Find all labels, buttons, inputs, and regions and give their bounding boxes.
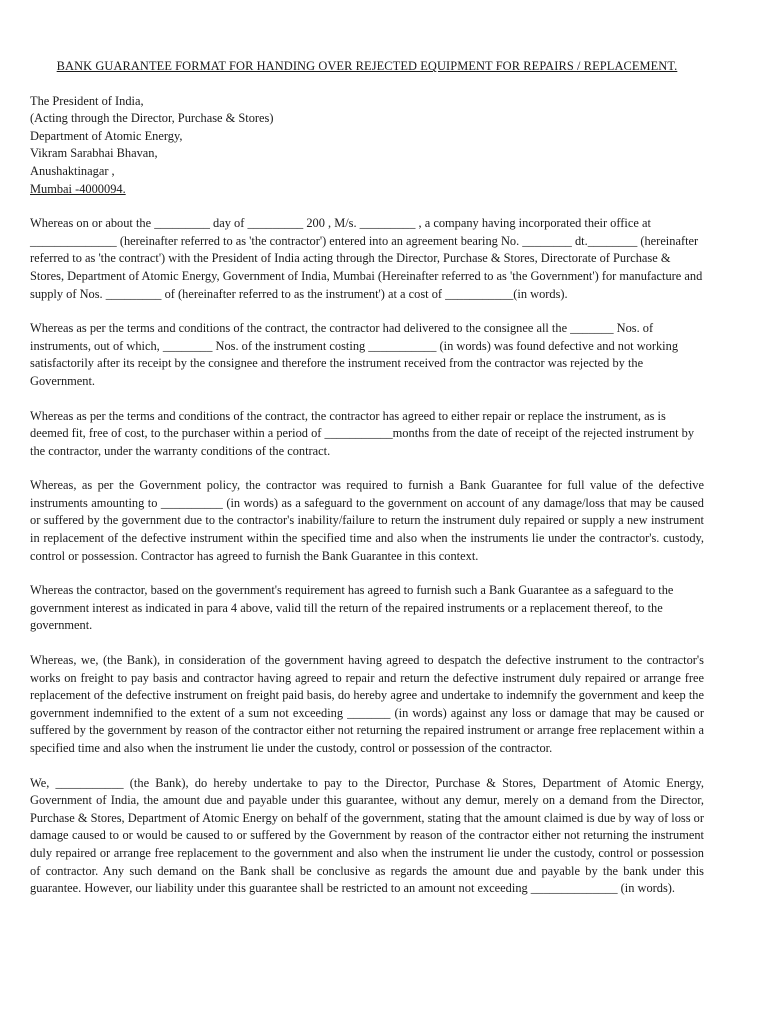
document-title: BANK GUARANTEE FORMAT FOR HANDING OVER REJECTED EQUIPMENT FOR REPAIRS / REPLACEMENT. (56, 59, 678, 73)
address-line: Department of Atomic Energy, (30, 128, 183, 143)
address-line-city: Mumbai -4000094. (30, 181, 126, 196)
addressee-block (30, 93, 704, 199)
address-line: The President of India, (30, 93, 144, 108)
address-line: (Acting through the Director, Purchase & Stores) (30, 111, 274, 126)
paragraph-recital-5: Whereas the contractor, based on the government's requirement has agreed to furnish such a Bank Guarantee as a safeguard to the government interest as indicated in para 4 above, valid till the return of the repaired instruments or a replacement thereof, to the government. (30, 583, 674, 633)
paragraph-recital-4: Whereas, as per the Government policy, the contractor was required to furnish a Bank Guarantee for full value of the defective instruments amounting to __________ (in words) as a safeguard to the government on account of any damage/loss that may be caused or suffered by the government due to the contractor's inability/failure to return the instrument duly repaired or supply a new instrument in replacement of the defective instrument within the specified time and also when the instruments lie under the contractor's. custody, control or possession. Contractor has agreed to furnish the Bank Guarantee in this context. (30, 478, 704, 563)
address-line: Anushaktinagar , (30, 163, 115, 178)
paragraph-indemnity: Whereas, we, (the Bank), in consideration of the government having agreed to despatch the defective instrument to the contractor's works on freight to pay basis and contractor having agreed to repair and return the defective instrument duly repaired or arrange free replacement of the defective instrument on freight paid basis, do hereby agree and undertake to indemnify the government and keep the government indemnified to the extent of a sum not exceeding _______ (in words) against any loss or damage that may be caused or suffered by the government by reason of the contractor either not returning the repaired instrument or arrange free replacement within a specified time and also when the instrument lie under the custody, control or possession of the contractor. (30, 653, 704, 755)
paragraph-recital-2: Whereas as per the terms and conditions of the contract, the contractor had delivered to the consignee all the _______ Nos. of instruments, out of which, ________ Nos. of the instrument costing ___________ (in words) was found defective and not working satisfactorily after its receipt by the consignee and therefore the instrument received from the contractor was rejected by the Government. (30, 321, 679, 388)
address-line: Vikram Sarabhai Bhavan, (30, 146, 158, 161)
paragraph-undertaking: We, ___________ (the Bank), do hereby undertake to pay to the Director, Purchase & Stores, Department of Atomic Energy, Government of India, the amount due and payable under this guarantee, without any demur, merely on a demand from the Director, Purchase & Stores, Department of Atomic Energy on behalf of the government, stating that the amount claimed is due by way of loss or damage caused to or would be caused to or suffered by the Government by reason of the contractor either not returning the instrument duly repaired or arrange free replacement to the government and also when the instrument lie under the custody, control or possession of contractor. Any such demand on the Bank shall be conclusive as regards the amount due and payable by the bank under this guarantee. However, our liability under this guarantee shall be restricted to an amount not exceeding ______________ (in words). (30, 775, 704, 896)
paragraph-recital-1: Whereas on or about the _________ day of _________ 200 , M/s. _________ , a company having incorporated their office at ______________ (hereinafter referred to as 'the contractor') entered into an agreement bearing No. ________ dt.________ (hereinafter referred to as 'the contract') with the President of India acting through the Director, Purchase & Stores, Directorate of Purchase & Stores, Department of Atomic Energy, Government of India, Mumbai (Hereinafter referred to as 'the Government') for manufacture and supply of Nos. _________ of (hereinafter referred to as the instrument') at a cost of ___________(in words). (30, 216, 703, 301)
paragraph-recital-3: Whereas as per the terms and conditions of the contract, the contractor has agreed to either repair or replace the instrument, as is deemed fit, free of cost, to the purchaser within a period of ___________months from the date of receipt of the rejected instrument by the contractor, under the warranty conditions of the contract. (30, 408, 695, 458)
document-page (30, 58, 704, 915)
